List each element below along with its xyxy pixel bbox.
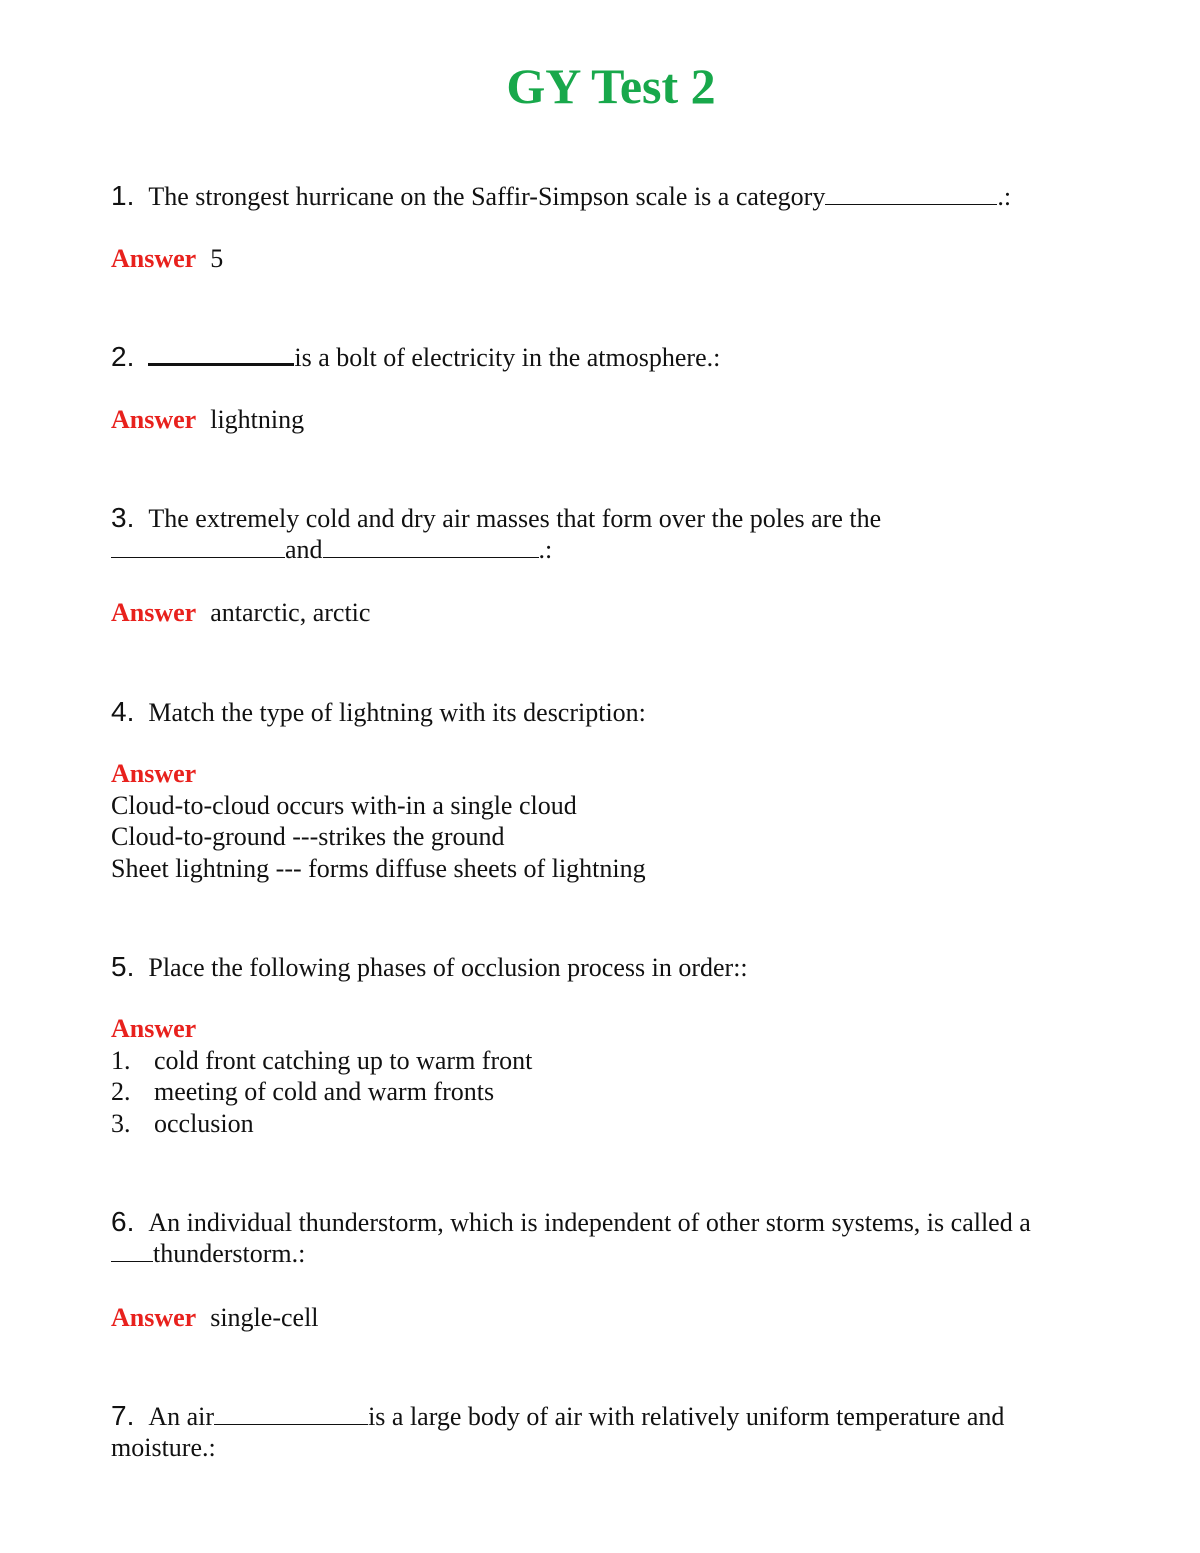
list-item-number: 2.	[111, 1077, 131, 1106]
answer-2	[111, 404, 304, 436]
question-text: Match the type of lightning with its description:	[148, 698, 646, 727]
question-text: An air	[148, 1402, 215, 1431]
question-4	[111, 696, 646, 729]
question-number: 3.	[111, 502, 135, 533]
question-text-after: is a large body of air with relatively uniform temperature and	[368, 1402, 1005, 1431]
question-5	[111, 951, 748, 984]
question-7-line-2	[111, 1432, 216, 1464]
question-text: is a bolt of electricity in the atmosphere.:	[294, 343, 721, 372]
answer-blank	[323, 535, 539, 558]
question-text: An individual thunderstorm, which is independent of other storm systems, is called a	[148, 1208, 1031, 1237]
answer-blank	[111, 535, 285, 558]
question-number: 2.	[111, 341, 135, 372]
list-item	[111, 1045, 532, 1077]
answer-blank	[148, 341, 294, 366]
answer-line: Cloud-to-ground ---strikes the ground	[111, 822, 505, 851]
page-title: GY Test 2	[506, 58, 716, 114]
list-item-number: 3.	[111, 1108, 131, 1138]
question-number: 5.	[111, 951, 135, 982]
answer-text: 5	[210, 244, 224, 273]
answer-blank	[825, 182, 997, 205]
answer-blank	[111, 1239, 153, 1262]
answer-label: Answer	[111, 244, 197, 273]
answer-4	[111, 758, 646, 884]
answer-3	[111, 597, 370, 629]
answer-text: antarctic, arctic	[210, 598, 371, 627]
question-middle: and	[285, 535, 323, 564]
answer-text: single-cell	[210, 1303, 319, 1332]
question-number: 4.	[111, 696, 135, 727]
question-text: The strongest hurricane on the Saffir-Simpson scale is a category	[148, 182, 826, 211]
list-item-text: meeting of cold and warm fronts	[154, 1077, 495, 1106]
question-line-2: moisture.:	[111, 1433, 216, 1462]
answer-label: Answer	[111, 759, 197, 788]
answer-label: Answer	[111, 1303, 197, 1332]
answer-1	[111, 243, 223, 275]
answer-label: Answer	[111, 598, 197, 627]
question-number: 6.	[111, 1206, 135, 1237]
question-1	[111, 180, 1011, 213]
list-item	[111, 1076, 532, 1108]
question-7	[111, 1400, 1004, 1433]
question-2	[111, 341, 720, 374]
question-3	[111, 502, 881, 535]
list-item	[111, 1108, 532, 1140]
question-text: Place the following phases of occlusion process in order::	[148, 953, 748, 982]
answer-label: Answer	[111, 1014, 197, 1043]
question-line-2: thunderstorm.:	[153, 1239, 306, 1268]
answer-line: Sheet lightning --- forms diffuse sheets of lightning	[111, 853, 646, 883]
question-suffix: .:	[997, 182, 1012, 211]
question-number: 1.	[111, 180, 135, 211]
list-item-text: occlusion	[154, 1108, 254, 1138]
list-item-text: cold front catching up to warm front	[154, 1045, 533, 1075]
question-text: The extremely cold and dry air masses that form over the poles are the	[148, 504, 882, 533]
answer-5	[111, 1013, 532, 1139]
question-6-line-2	[111, 1238, 305, 1270]
question-suffix: .:	[538, 535, 553, 564]
question-6	[111, 1206, 1031, 1239]
answer-label: Answer	[111, 405, 197, 434]
question-number: 7.	[111, 1400, 135, 1431]
answer-blank	[214, 1402, 368, 1425]
question-3-line-2	[111, 534, 552, 566]
answer-text: lightning	[210, 405, 305, 434]
answer-6	[111, 1302, 319, 1334]
list-item-number: 1.	[111, 1045, 131, 1075]
answer-line: Cloud-to-cloud occurs with-in a single cloud	[111, 790, 577, 820]
